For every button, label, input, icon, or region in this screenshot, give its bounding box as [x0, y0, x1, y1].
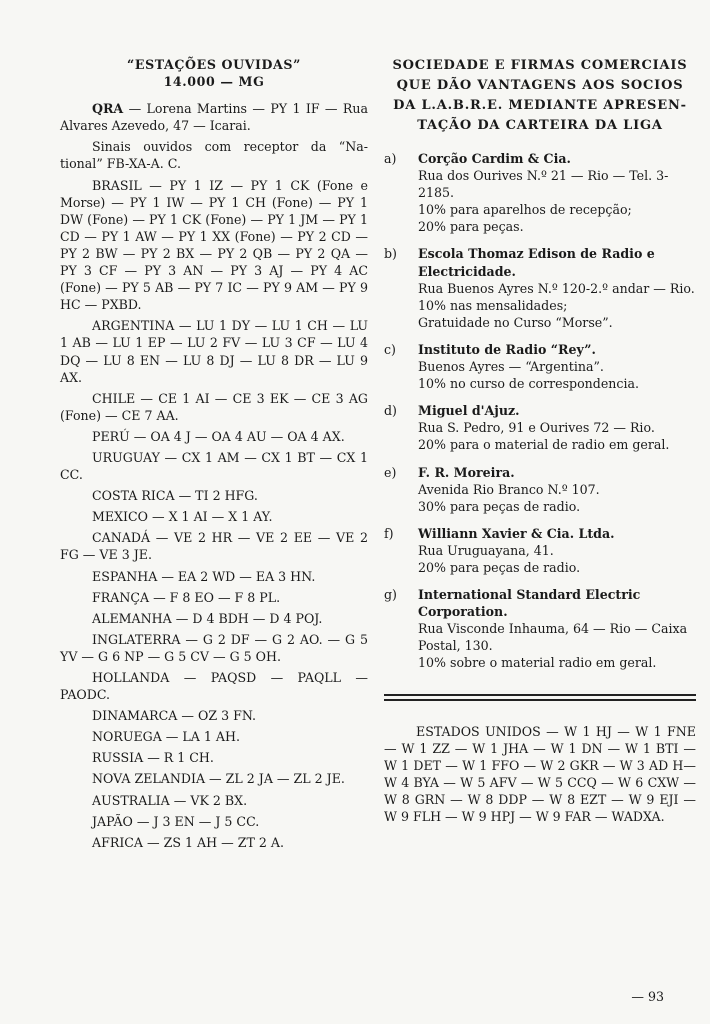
rule-line: [384, 694, 696, 696]
company-name: Escola Thomaz Edison de Radio e Electricidade.: [418, 246, 655, 279]
item-detail: 20% para peças de radio.: [418, 559, 581, 575]
item-detail: Rua S. Pedro, 91 e Ourives 72 — Rio.: [418, 420, 655, 436]
right-column: [384, 56, 696, 825]
estados-unidos-paragraph: ESTADOS UNIDOS — W 1 HJ — W 1 FNE — W 1 ZZ — W 1 JHA — W 1 DN — W 1 BTI — W 1 DET — W 1 FFO — W 2 GKR — W 3 AD H— W 4 BYA — W 5 AFV — W 5 CCQ — W 6 CXW — W 8 GRN — W 8 DDP — W 8 EZT — W 9 EJI — W 9 FLH — W 9 HPJ — W 9 FAR — WADXA.: [384, 723, 696, 824]
item-letter: b): [384, 246, 397, 262]
station-entry: FRANÇA — F 8 EO — F 8 PL.: [92, 589, 281, 605]
benefits-title: SOCIEDADE E FIRMAS COMERCIAIS QUE DÃO VANTAGENS AOS SOCIOS DA L.A.B.R.E. MEDIANTE APRESEN-TAÇÃO DA CARTEIRA DA LIGA: [392, 58, 688, 133]
item-detail: Buenos Ayres — “Argentina”.: [418, 359, 604, 375]
station-entry: INGLATERRA — G 2 DF — G 2 AO. — G 5 YV — G 6 NP — G 5 CV — G 5 OH.: [60, 631, 368, 664]
station-entry: COSTA RICA — TI 2 HFG.: [92, 488, 258, 504]
item-detail: Rua dos Ourives N.º 21 — Rio — Tel. 3-2185.: [418, 168, 669, 201]
double-rule: [384, 694, 696, 701]
page-number: — 93: [631, 989, 664, 1004]
item-detail: 10% para aparelhos de recepção;: [418, 202, 632, 218]
item-detail: Avenida Rio Branco N.º 107.: [418, 481, 600, 497]
benefit-item: [384, 464, 696, 515]
benefits-list: [384, 150, 696, 672]
benefit-item: [384, 586, 696, 671]
company-name: F. R. Moreira.: [418, 464, 515, 480]
item-letter: e): [384, 464, 397, 480]
section-subtitle: 14.000 — MG: [163, 74, 265, 90]
item-letter: a): [384, 151, 397, 166]
item-body: [418, 245, 696, 330]
left-column: [60, 56, 368, 851]
station-entry: DINAMARCA — OZ 3 FN.: [92, 708, 257, 724]
station-entry: AUSTRALIA — VK 2 BX.: [92, 792, 248, 808]
company-name: International Standard Electric Corporation.: [418, 587, 641, 620]
qra-label: QRA: [92, 101, 124, 117]
item-detail: 10% sobre o material radio em geral.: [418, 655, 657, 671]
item-body: [418, 586, 696, 671]
station-entry: BRASIL — PY 1 IZ — PY 1 CK (Fone e Morse) — PY 1 IW — PY 1 CH (Fone) — PY 1 DW (Fone) — PY 1 CK (Fone) — PY 1 JM — PY 1 CD — PY 1 AW — PY 1 XX (Fone) — PY 2 CD — PY 2 BW — PY 2 BX — PY 2 QB — PY 2 QA — PY 3 CF — PY 3 AN — PY 3 AJ — PY 4 AC (Fone) — PY 5 AB — PY 7 IC — PY 9 AM — PY 9 HC — PXBD.: [60, 177, 368, 313]
receiver-note: Sinais ouvidos com receptor da “Na-tional” FB-XA-A. C.: [60, 139, 368, 172]
station-entry: URUGUAY — CX 1 AM — CX 1 BT — CX 1 CC.: [60, 449, 368, 483]
qra-text: — Lorena Martins — PY 1 IF — Rua Alvares Azevedo, 47 — Icarai.: [60, 101, 368, 134]
rule-line: [384, 699, 696, 701]
station-entry: JAPÃO — J 3 EN — J 5 CC.: [92, 813, 260, 829]
item-body: [418, 402, 696, 453]
item-detail: 10% nas mensalidades;: [418, 297, 568, 313]
station-entry: NOVA ZELANDIA — ZL 2 JA — ZL 2 JE.: [92, 771, 345, 787]
section-title: “ESTAÇÕES OUVIDAS”: [127, 57, 301, 72]
station-entry: PERÚ — OA 4 J — OA 4 AU — OA 4 AX.: [92, 428, 345, 444]
item-detail: 20% para peças.: [418, 219, 524, 235]
station-entry: RUSSIA — R 1 CH.: [92, 750, 214, 766]
item-detail: Gratuidade no Curso “Morse”.: [418, 314, 613, 330]
station-entry: CANADÁ — VE 2 HR — VE 2 EE — VE 2 FG — VE 3 JE.: [60, 530, 368, 563]
item-detail: Rua Buenos Ayres N.º 120-2.º andar — Rio.: [418, 280, 695, 296]
item-detail: 30% para peças de radio.: [418, 498, 581, 514]
item-letter: d): [384, 403, 397, 419]
item-body: [418, 464, 696, 515]
item-body: [418, 525, 696, 576]
benefit-item: [384, 245, 696, 330]
item-detail: 20% para o material de radio em geral.: [418, 437, 670, 453]
item-body: [418, 341, 696, 392]
stations-list: [60, 177, 368, 851]
station-entry: NORUEGA — LA 1 AH.: [92, 729, 240, 745]
benefit-item: [384, 402, 696, 453]
benefit-item: [384, 150, 696, 235]
company-name: Instituto de Radio “Rey”.: [418, 341, 596, 357]
station-entry: MEXICO — X 1 AI — X 1 AY.: [92, 509, 273, 525]
item-detail: Rua Visconde Inhauma, 64 — Rio — Caixa Postal, 130.: [418, 621, 688, 654]
company-name: Williann Xavier & Cia. Ltda.: [418, 525, 615, 541]
item-letter: g): [384, 587, 397, 603]
qra-paragraph: [60, 100, 368, 134]
company-name: Miguel d'Ajuz.: [418, 403, 520, 419]
item-letter: f): [384, 525, 394, 541]
station-entry: HOLLANDA — PAQSD — PAQLL — PAODC.: [60, 670, 368, 703]
station-entry: ALEMANHA — D 4 BDH — D 4 POJ.: [92, 610, 323, 626]
station-entry: CHILE — CE 1 AI — CE 3 EK — CE 3 AG (Fone) — CE 7 AA.: [60, 390, 368, 423]
item-detail: 10% no curso de correspondencia.: [418, 376, 640, 392]
benefit-item: [384, 341, 696, 392]
station-entry: ESPANHA — EA 2 WD — EA 3 HN.: [92, 568, 316, 584]
station-entry: AFRICA — ZS 1 AH — ZT 2 A.: [92, 834, 284, 850]
item-body: [418, 150, 696, 235]
benefit-item: [384, 525, 696, 576]
item-letter: c): [384, 341, 396, 357]
item-detail: Rua Uruguayana, 41.: [418, 542, 554, 558]
station-entry: ARGENTINA — LU 1 DY — LU 1 CH — LU 1 AB — LU 1 EP — LU 2 FV — LU 3 CF — LU 4 DQ — LU 8 EN — LU 8 DJ — LU 8 DR — LU 9 AX.: [60, 318, 368, 385]
company-name: Corção Cardim & Cia.: [418, 151, 571, 166]
